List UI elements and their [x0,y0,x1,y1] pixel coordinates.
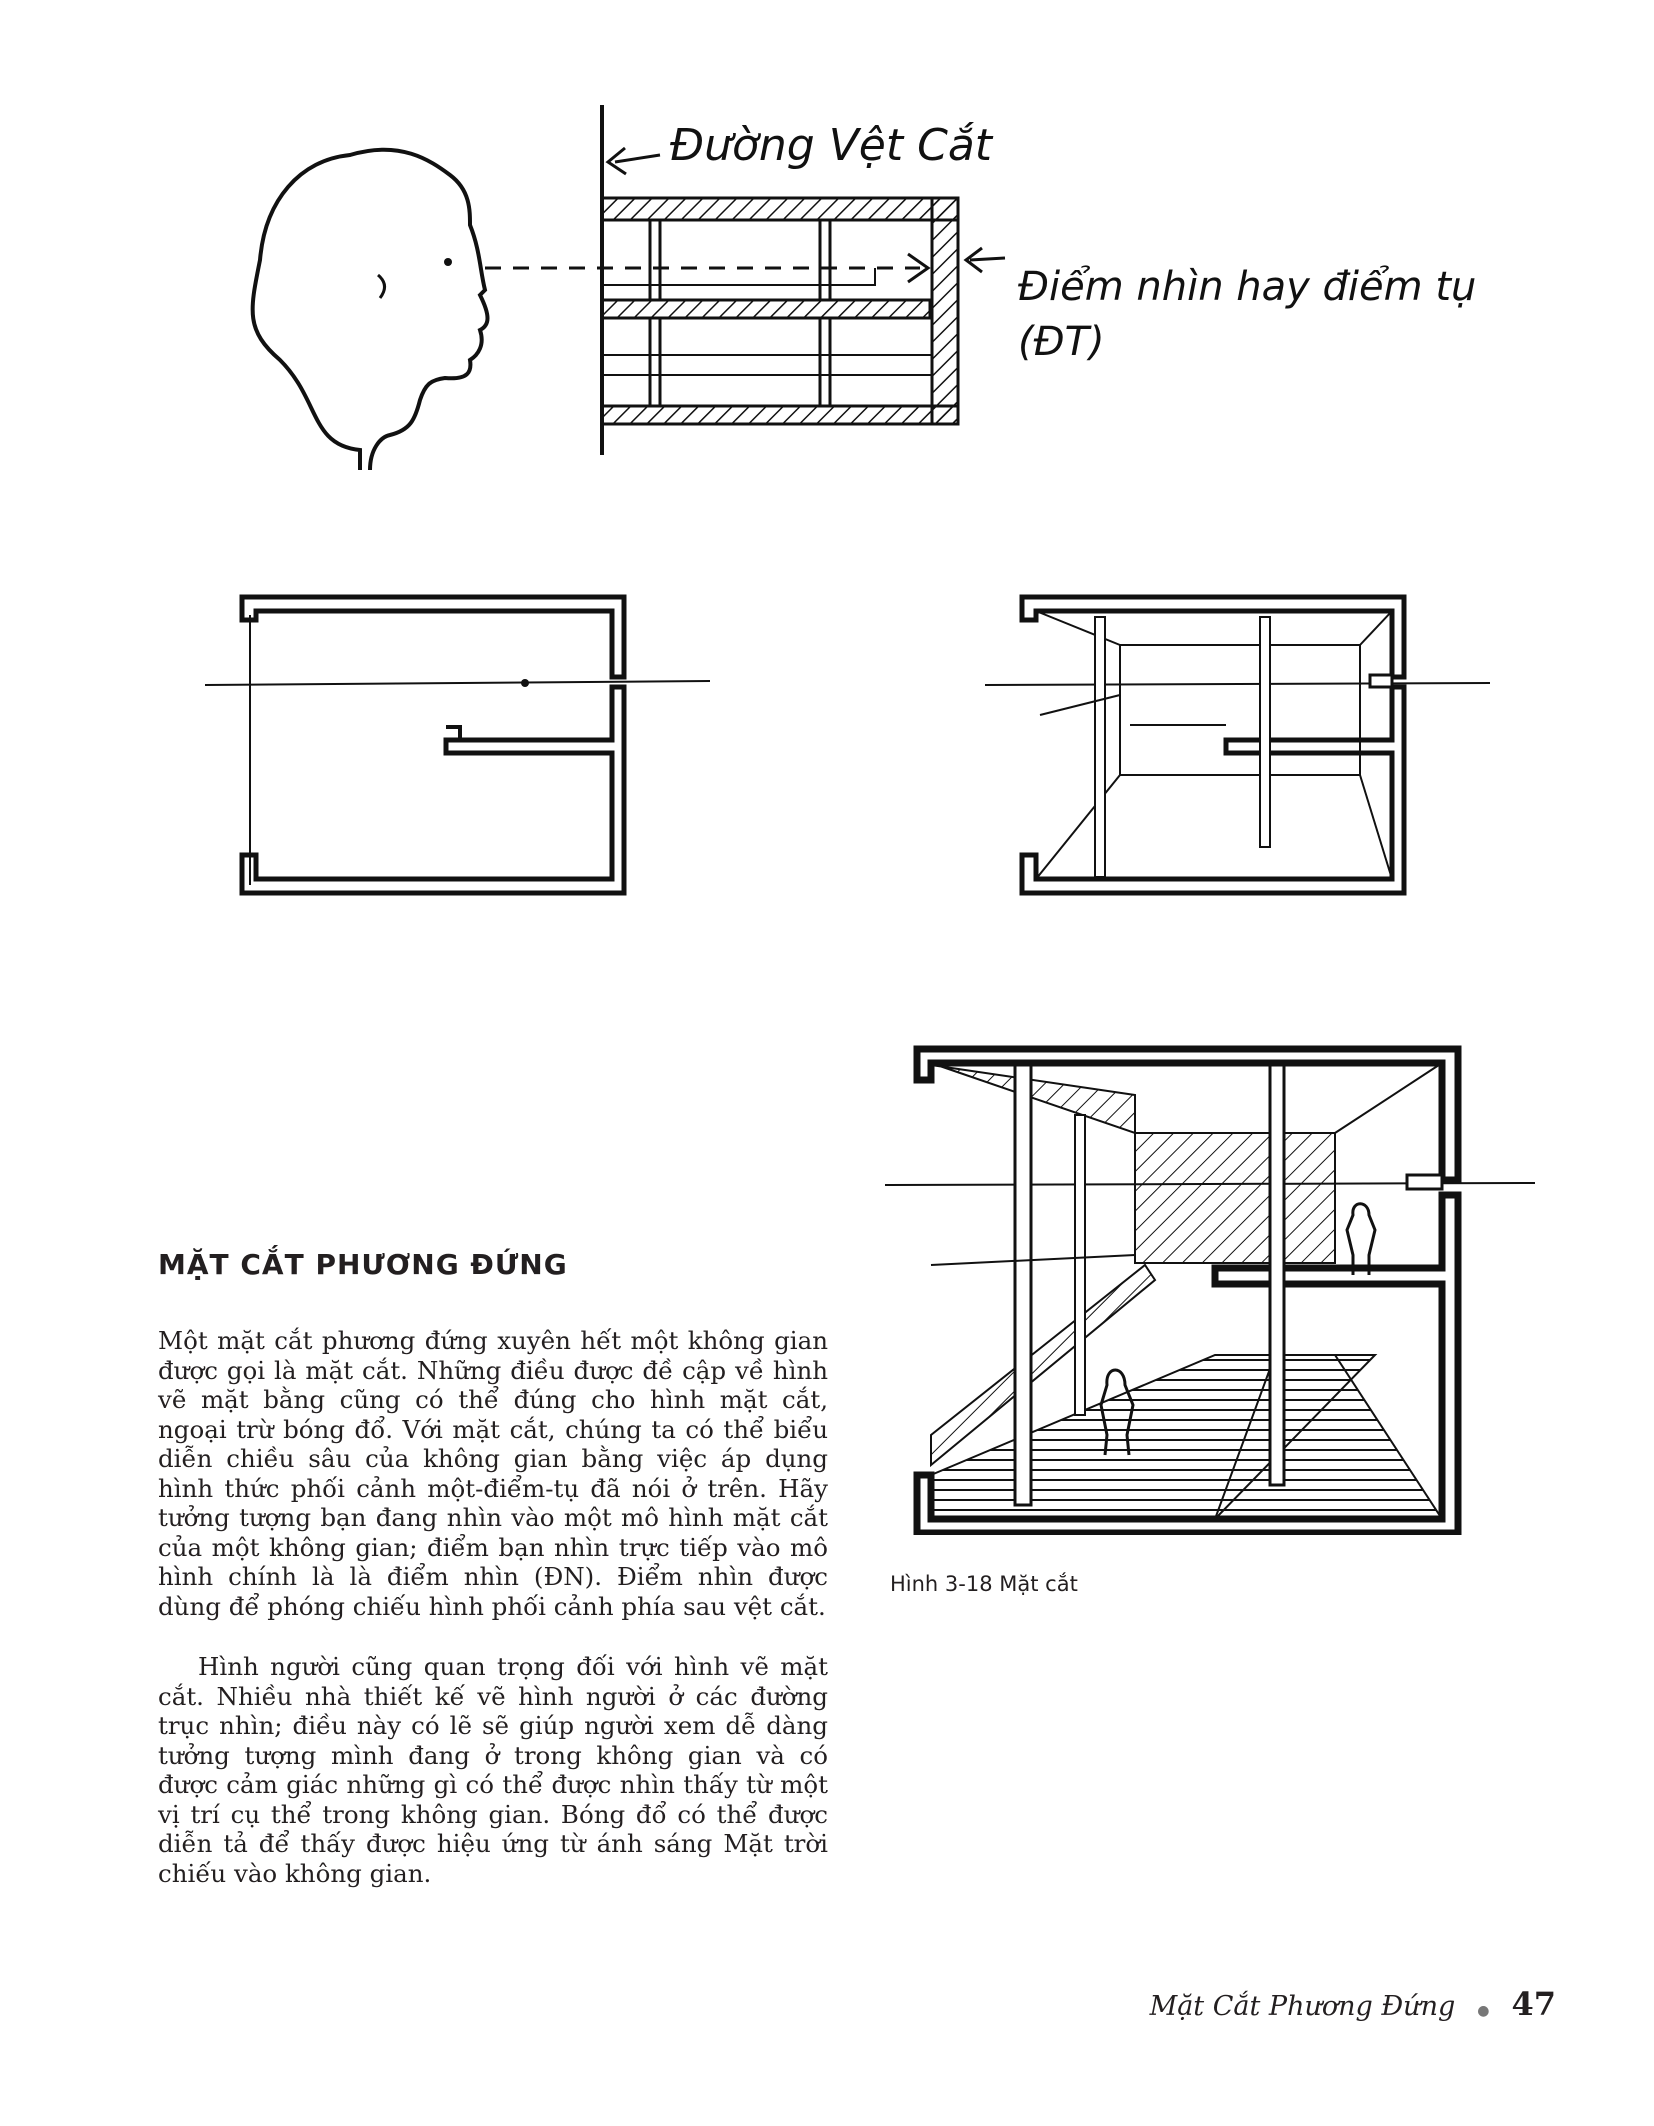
full-section-sketch [875,1035,1545,1535]
figure-viewer-section [240,100,1500,470]
figure-caption: Hình 3-18 Mặt cắt [890,1572,1078,1596]
figure-section-perspective [980,585,1500,915]
section-heading: MẶT CẮT PHƯƠNG ĐỨNG [158,1248,568,1281]
body-paragraph-2: Hình người cũng quan trọng đối với hình vẽ mặt cắt. Nhiều nhà thiết kế vẽ hình người ở các đường trục nhìn; điều này có lẽ sẽ giúp người xem dễ dàng tưởng tượng mình đang ở trong không gian và có được cảm giác những gì có thể được nhìn thấy từ một vị trí cụ thể trong không gian. Bóng đổ có thể được diễn tả để thấy được hiệu ứng từ ánh sáng Mặt trời chiếu vào không gian. [158,1652,828,1888]
page-footer [1150,1985,1556,2023]
footer-bullet-icon: ● [1477,2003,1490,2019]
view-point-label-abbrev: (ĐT) [1018,319,1105,365]
section-perspective-sketch [980,585,1500,915]
body-paragraph-1: Một mặt cắt phương đứng xuyên hết một không gian được gọi là mặt cắt. Những điều được đề cập về hình vẽ mặt bằng cũng có thể đúng cho hình mặt cắt, ngoại trừ bóng đổ. Với mặt cắt, chúng ta có thể biểu diễn chiều sâu của không gian bằng việc áp dụng hình thức phối cảnh một-điểm-tụ đã nói ở trên. Hãy tưởng tượng bạn đang nhìn vào một mô hình mặt cắt của một không gian; điểm bạn nhìn trực tiếp vào mô hình chính là là điểm nhìn (ĐN). Điểm nhìn được dùng để phóng chiếu hình phối cảnh phía sau vệt cắt. [158,1326,828,1621]
running-title: Mặt Cắt Phương Đứng [1149,1991,1456,2022]
figure-full-section [875,1035,1545,1535]
page-number: 47 [1511,1985,1556,2023]
head-profile [253,150,488,470]
viewer-section-sketch [240,100,1500,470]
view-point-label: Điểm nhìn hay điểm tụ [1018,264,1477,310]
cut-line-label: Đường Vệt Cắt [670,120,993,171]
section-outline-sketch [200,585,720,915]
figure-section-outline [200,585,720,915]
